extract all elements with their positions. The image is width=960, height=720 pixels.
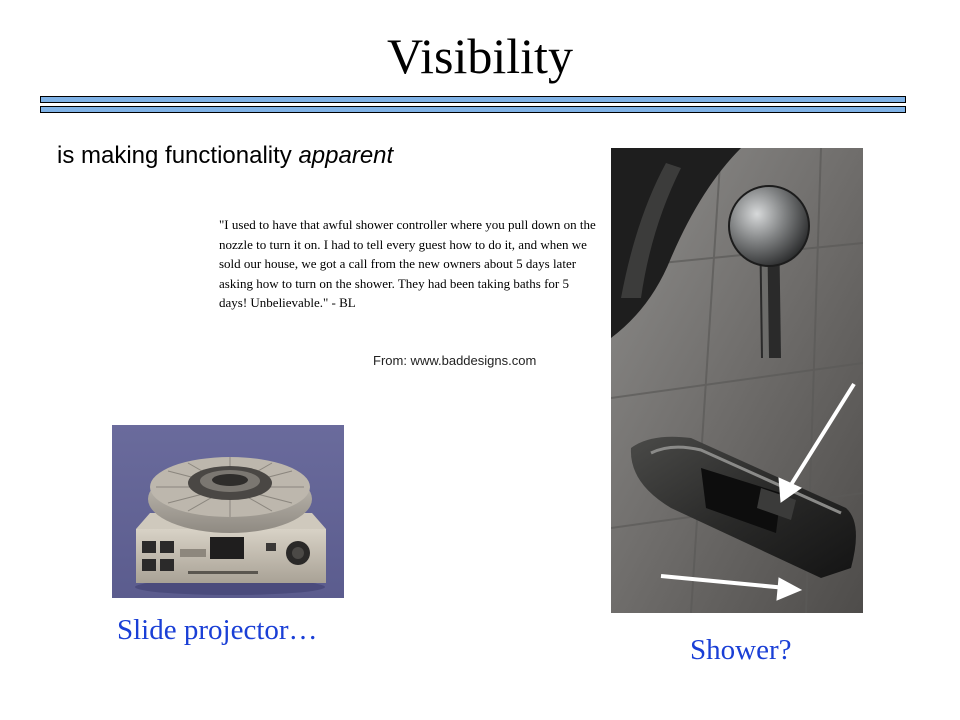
shower-caption: Shower? [690,634,792,666]
shower-quote: "I used to have that awful shower controller where you pull down on the nozzle to turn it on. I had to tell every guest how to do it, and when we sold our house, we got a call from the new owners about 5 days later asking how to turn on the shower. They had been taking baths for 5 days! Unbelievable." - BL [219,217,596,310]
slide-subtitle [57,140,393,172]
title-divider-top [40,96,906,103]
quote-source: From: www.baddesigns.com [373,353,537,368]
slide-title: Visibility [387,28,573,84]
shower-photo [611,148,863,613]
subtitle-text: is making functionality [57,142,299,169]
title-divider-bottom [40,106,906,113]
slide-projector-caption: Slide projector… [117,614,318,646]
slide-projector-photo [112,425,344,598]
subtitle-emphasis: apparent [298,142,394,169]
